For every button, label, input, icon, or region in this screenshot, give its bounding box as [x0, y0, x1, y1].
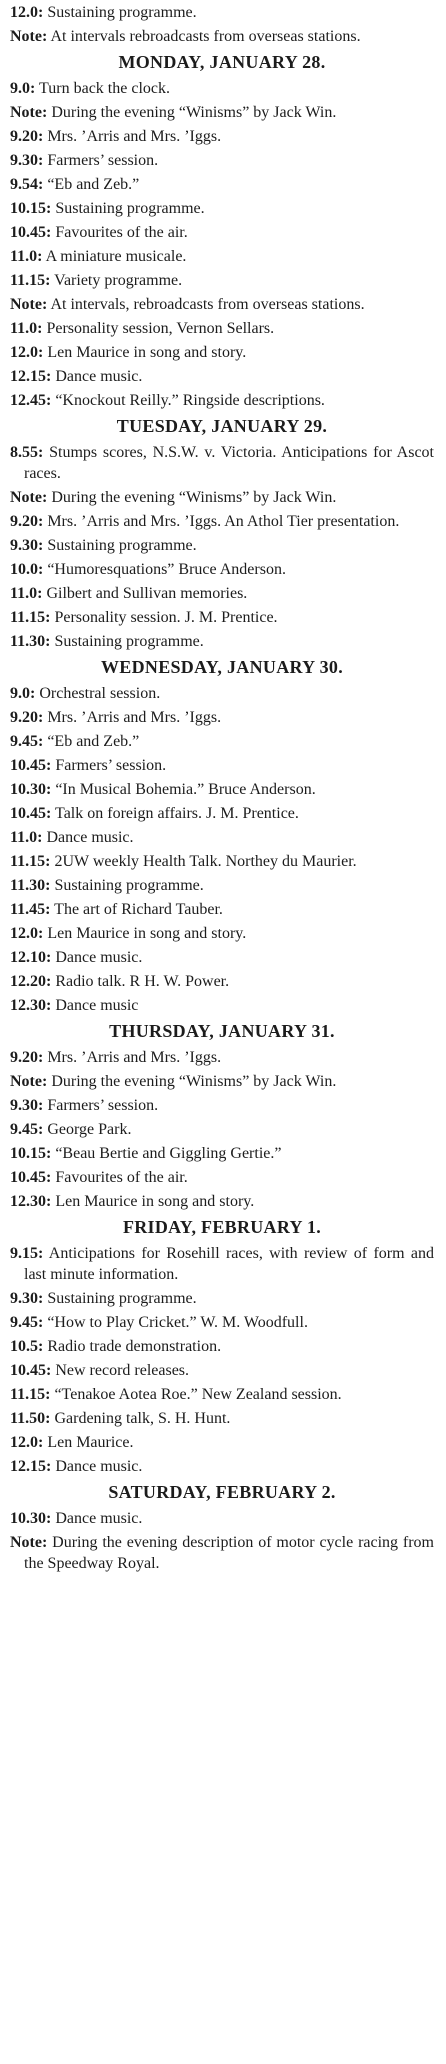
programme-entry: [10, 779, 434, 800]
programme-entry: [10, 583, 434, 604]
entry-text: Dance music.: [46, 829, 134, 846]
entry-text: Mrs. ’Arris and Mrs. ’Iggs.: [47, 128, 222, 145]
entry-time: 9.30:: [10, 1290, 44, 1307]
entry-text: Anticipations for Rosehill races, with review of form and last minute information.: [24, 1245, 434, 1283]
programme-entry: [10, 1191, 434, 1212]
programme-entry: [10, 631, 434, 652]
programme-entry: [10, 827, 434, 848]
entry-text: Sustaining programme.: [54, 633, 204, 650]
programme-entry: [10, 1243, 434, 1285]
entry-text: Len Maurice in song and story.: [55, 1193, 255, 1210]
programme-entry: [10, 342, 434, 363]
programme-entry: [10, 803, 434, 824]
entry-time: 10.15:: [10, 200, 52, 217]
entry-time: 10.5:: [10, 1338, 44, 1355]
programme-entry: [10, 78, 434, 99]
day-heading: WEDNESDAY, JANUARY 30.: [100, 657, 343, 677]
programme-entry: [10, 318, 434, 339]
note-entry: [10, 102, 434, 123]
entry-text: During the evening “Winisms” by Jack Win.: [51, 1073, 337, 1090]
entry-text: Turn back the clock.: [39, 80, 170, 97]
programme-entry: [10, 2, 434, 23]
entry-time: 11.0:: [10, 585, 43, 602]
entry-text: “How to Play Cricket.” W. M. Woodfull.: [47, 1314, 308, 1331]
entry-text: Dance music.: [55, 368, 143, 385]
entry-text: “Eb and Zeb.”: [47, 176, 140, 193]
programme-entry: [10, 899, 434, 920]
programme-entry: [10, 222, 434, 243]
day-section: [10, 414, 434, 652]
programme-entry: [10, 971, 434, 992]
entry-text: Farmers’ session.: [55, 757, 167, 774]
programme-entry: [10, 1095, 434, 1116]
entry-text: Radio trade demonstration.: [47, 1338, 222, 1355]
note-entry: [10, 1532, 434, 1574]
entry-time: 12.0:: [10, 925, 44, 942]
entry-time: Note:: [10, 489, 48, 506]
entry-time: 9.30:: [10, 1097, 44, 1114]
programme-entry: [10, 947, 434, 968]
entry-time: 11.15:: [10, 1386, 51, 1403]
entry-text: Favourites of the air.: [55, 224, 188, 241]
entry-time: 12.30:: [10, 1193, 52, 1210]
programme-entry: [10, 511, 434, 532]
programme-entry: [10, 1384, 434, 1405]
entry-time: 10.45:: [10, 805, 52, 822]
day-heading: MONDAY, JANUARY 28.: [118, 52, 326, 72]
programme-entry: [10, 390, 434, 411]
entry-time: 12.0:: [10, 1434, 44, 1451]
entry-text: Dance music.: [55, 1458, 143, 1475]
entry-text: Mrs. ’Arris and Mrs. ’Iggs.: [47, 1049, 222, 1066]
entry-time: 10.45:: [10, 224, 52, 241]
entry-time: 11.0:: [10, 320, 43, 337]
programme-entry: [10, 1119, 434, 1140]
entry-time: 10.15:: [10, 1145, 52, 1162]
entry-text: Len Maurice in song and story.: [47, 344, 247, 361]
entry-time: 11.0:: [10, 829, 43, 846]
entry-text: During the evening “Winisms” by Jack Win.: [51, 489, 337, 506]
programme-entry: [10, 1360, 434, 1381]
entry-text: Stumps scores, N.S.W. v. Victoria. Anticipations for Ascot races.: [24, 444, 435, 482]
entry-time: 9.20:: [10, 1049, 44, 1066]
day-heading: TUESDAY, JANUARY 29.: [116, 416, 328, 436]
entry-text: Variety programme.: [54, 272, 183, 289]
entry-text: “Knockout Reilly.” Ringside descriptions.: [55, 392, 325, 409]
programme-entry: [10, 1288, 434, 1309]
entry-time: Note:: [10, 28, 48, 45]
entry-time: 10.30:: [10, 781, 52, 798]
programme-entry: [10, 366, 434, 387]
entry-text: The art of Richard Tauber.: [54, 901, 223, 918]
entry-time: Note:: [10, 104, 48, 121]
entry-time: 9.0:: [10, 80, 36, 97]
day-section: [10, 1480, 434, 1574]
entry-text: Radio talk. R H. W. Power.: [55, 973, 230, 990]
entry-time: 11.15:: [10, 272, 51, 289]
entry-text: A miniature musicale.: [45, 248, 187, 265]
entry-text: Farmers’ session.: [47, 1097, 159, 1114]
programme-entry: [10, 1047, 434, 1068]
entry-time: 11.30:: [10, 633, 51, 650]
entry-text: Len Maurice.: [47, 1434, 134, 1451]
programme-entry: [10, 1508, 434, 1529]
entry-time: Note:: [10, 1534, 48, 1551]
programme-entry: [10, 851, 434, 872]
entry-time: 10.0:: [10, 561, 44, 578]
entry-text: Personality session. J. M. Prentice.: [54, 609, 278, 626]
entry-text: “Humoresquations” Bruce Anderson.: [47, 561, 286, 578]
note-entry: [10, 487, 434, 508]
entry-time: 9.45:: [10, 733, 44, 750]
programme-entry: [10, 1143, 434, 1164]
note-entry: [10, 26, 434, 47]
entry-time: 9.20:: [10, 128, 44, 145]
entry-time: 9.0:: [10, 685, 36, 702]
entry-time: 8.55:: [10, 444, 44, 461]
entry-time: 10.45:: [10, 1169, 52, 1186]
day-heading: SATURDAY, FEBRUARY 2.: [108, 1482, 336, 1502]
programme-entry: [10, 1167, 434, 1188]
programme-entry: [10, 270, 434, 291]
entry-time: 9.30:: [10, 537, 44, 554]
entry-text: “In Musical Bohemia.” Bruce Anderson.: [55, 781, 316, 798]
programme-entry: [10, 1408, 434, 1429]
programme-entry: [10, 755, 434, 776]
entry-time: 11.15:: [10, 853, 51, 870]
entry-time: 9.15:: [10, 1245, 44, 1262]
programme-entry: [10, 535, 434, 556]
entry-text: Gardening talk, S. H. Hunt.: [54, 1410, 231, 1427]
entry-text: Dance music: [55, 997, 139, 1014]
entry-time: 9.45:: [10, 1314, 44, 1331]
day-heading: THURSDAY, JANUARY 31.: [109, 1021, 335, 1041]
programme-entry: [10, 607, 434, 628]
entry-text: Favourites of the air.: [55, 1169, 188, 1186]
day-section: [10, 2, 434, 47]
programme-entry: [10, 126, 434, 147]
note-entry: [10, 1071, 434, 1092]
entry-time: 12.20:: [10, 973, 52, 990]
entry-text: Dance music.: [55, 1510, 143, 1527]
entry-text: Sustaining programme.: [54, 877, 204, 894]
entry-text: At intervals, rebroadcasts from overseas stations.: [50, 296, 365, 313]
entry-time: Note:: [10, 296, 48, 313]
entry-text: Len Maurice in song and story.: [47, 925, 247, 942]
entry-text: Sustaining programme.: [47, 537, 197, 554]
entry-time: 12.15:: [10, 368, 52, 385]
entry-text: Orchestral session.: [39, 685, 161, 702]
entry-text: “Tenakoe Aotea Roe.” New Zealand session.: [54, 1386, 342, 1403]
entry-time: 10.45:: [10, 757, 52, 774]
programme-entry: [10, 174, 434, 195]
programme-entry: [10, 198, 434, 219]
entry-text: Sustaining programme.: [47, 1290, 197, 1307]
entry-text: Dance music.: [55, 949, 143, 966]
programme-entry: [10, 246, 434, 267]
entry-time: 10.30:: [10, 1510, 52, 1527]
entry-text: “Eb and Zeb.”: [47, 733, 140, 750]
programme-entry: [10, 1312, 434, 1333]
entry-text: “Beau Bertie and Giggling Gertie.”: [55, 1145, 282, 1162]
entry-time: 11.50:: [10, 1410, 51, 1427]
entry-time: 9.20:: [10, 513, 44, 530]
entry-text: Mrs. ’Arris and Mrs. ’Iggs.: [47, 709, 222, 726]
entry-time: 9.54:: [10, 176, 44, 193]
programme-entry: [10, 875, 434, 896]
entry-text: Sustaining programme.: [55, 200, 205, 217]
programme-entry: [10, 707, 434, 728]
entry-time: 11.30:: [10, 877, 51, 894]
programme-entry: [10, 1432, 434, 1453]
entry-text: Personality session, Vernon Sellars.: [46, 320, 275, 337]
programme-entry: [10, 150, 434, 171]
entry-text: Talk on foreign affairs. J. M. Prentice.: [55, 805, 299, 822]
programme-entry: [10, 683, 434, 704]
day-section: [10, 1215, 434, 1477]
entry-text: During the evening description of motor cycle racing from the Speedway Royal.: [24, 1534, 434, 1572]
entry-time: 11.45:: [10, 901, 51, 918]
programme-entry: [10, 995, 434, 1016]
note-entry: [10, 294, 434, 315]
entry-time: 11.0:: [10, 248, 43, 265]
entry-time: 12.10:: [10, 949, 52, 966]
programme-entry: [10, 1336, 434, 1357]
entry-time: 10.45:: [10, 1362, 52, 1379]
entry-text: George Park.: [47, 1121, 132, 1138]
entry-text: New record releases.: [55, 1362, 190, 1379]
entry-time: 12.15:: [10, 1458, 52, 1475]
entry-time: 12.0:: [10, 344, 44, 361]
programme-entry: [10, 731, 434, 752]
day-section: [10, 655, 434, 1016]
entry-time: 12.45:: [10, 392, 52, 409]
entry-time: 9.45:: [10, 1121, 44, 1138]
entry-text: Sustaining programme.: [47, 4, 197, 21]
entry-time: 12.30:: [10, 997, 52, 1014]
day-section: [10, 1019, 434, 1212]
programme-entry: [10, 559, 434, 580]
day-section: [10, 50, 434, 411]
entry-time: 11.15:: [10, 609, 51, 626]
programme-entry: [10, 923, 434, 944]
entry-text: During the evening “Winisms” by Jack Win.: [51, 104, 337, 121]
entry-text: Gilbert and Sullivan memories.: [46, 585, 248, 602]
entry-time: Note:: [10, 1073, 48, 1090]
entry-text: Mrs. ’Arris and Mrs. ’Iggs. An Athol Tier presentation.: [47, 513, 400, 530]
day-heading: FRIDAY, FEBRUARY 1.: [122, 1217, 322, 1237]
entry-text: Farmers’ session.: [47, 152, 159, 169]
programme-entry: [10, 1456, 434, 1477]
entry-time: 12.0:: [10, 4, 44, 21]
entry-time: 9.30:: [10, 152, 44, 169]
entry-text: 2UW weekly Health Talk. Northey du Maurier.: [54, 853, 357, 870]
entry-text: At intervals rebroadcasts from overseas stations.: [50, 28, 361, 45]
entry-time: 9.20:: [10, 709, 44, 726]
programme-entry: [10, 442, 434, 484]
